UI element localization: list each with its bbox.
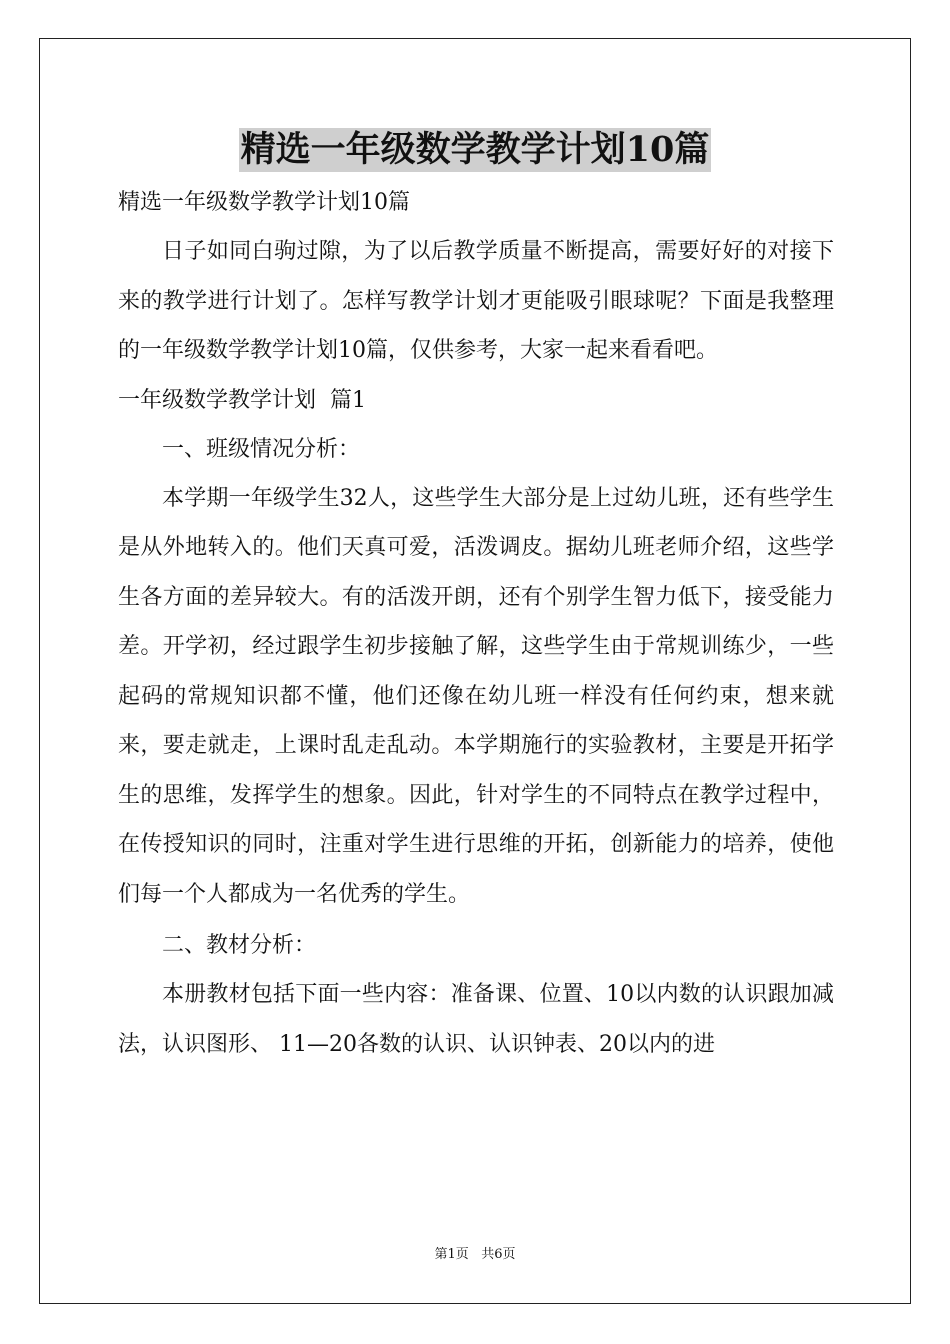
intro-paragraph: 日子如同白驹过隙，为了以后教学质量不断提高，需要好好的对接下来的教学进行计划了。怎样写教学计划才更能吸引眼球呢？下面是我整理的一年级数学教学计划10篇，仅供参考，大家一起来看看吧。	[118, 239, 834, 363]
document-body	[118, 178, 834, 1069]
subsection-heading-textbook-analysis: 二、教材分析：	[162, 933, 317, 958]
page-number-current: 第1页	[434, 1247, 469, 1262]
subsection-heading-class-analysis: 一、班级情况分析：	[162, 436, 361, 462]
title-container	[0, 128, 950, 172]
document-subtitle: 精选一年级数学教学计划10篇	[118, 190, 410, 215]
document-title: 精选一年级数学教学计划10篇	[240, 129, 710, 170]
section-heading: 一年级数学教学计划 篇1	[118, 387, 366, 413]
class-analysis-paragraph: 本学期一年级学生32人，这些学生大部分是上过幼儿班，还有些学生是从外地转入的。他们天真可爱，活泼调皮。据幼儿班老师介绍，这些学生各方面的差异较大。有的活泼开朗，还有个别学生智力低下，接受能力差。开学初，经过跟学生初步接触了解，这些学生由于常规训练少，一些起码的常规知识都不懂，他们还像在幼儿班一样没有任何约束，想来就来，要走就走，上课时乱走乱动。本学期施行的实验教材，主要是开拓学生的思维，发挥学生的想象。因此，针对学生的不同特点在教学过程中，在传授知识的同时，注重对学生进行思维的开拓，创新能力的培养，使他们每一个人都成为一名优秀的学生。	[118, 485, 834, 907]
page-number-total: 共6页	[481, 1247, 516, 1262]
page-footer	[0, 1246, 950, 1264]
textbook-analysis-paragraph: 本册教材包括下面一些内容：准备课、位置、10以内数的认识跟加减法，认识图形、 11—20各数的认识、认识钟表、20以内的进	[118, 982, 834, 1057]
